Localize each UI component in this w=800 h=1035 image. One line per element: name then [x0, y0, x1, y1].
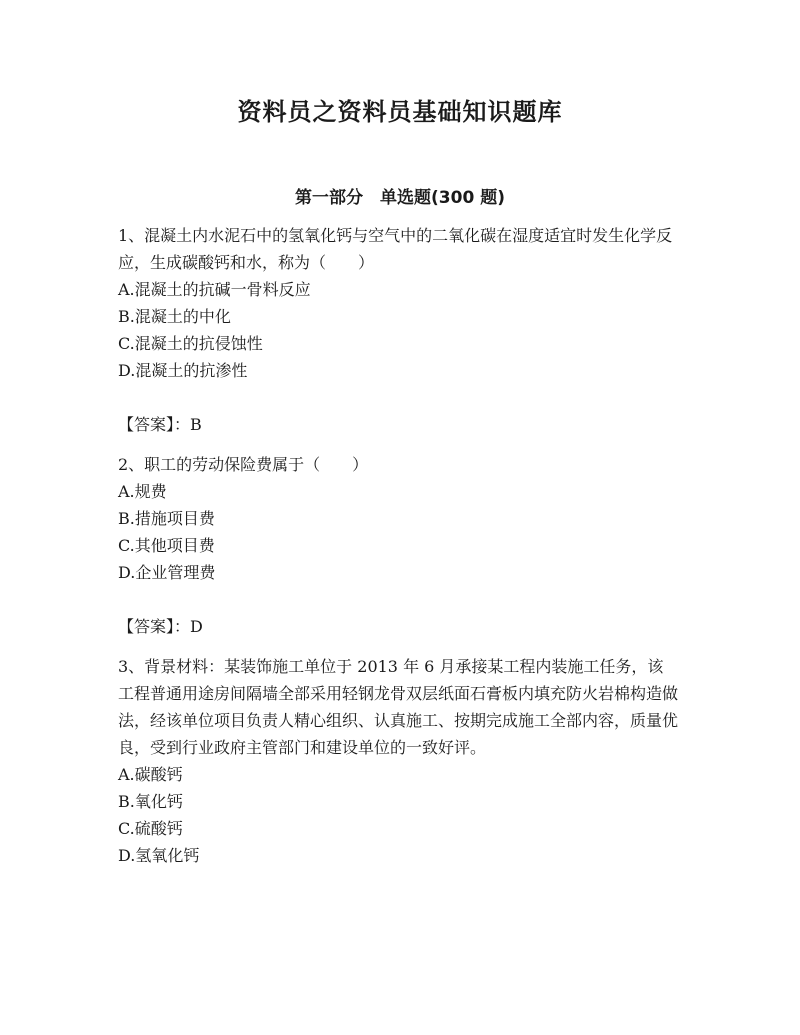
option-d: D.企业管理费: [118, 563, 216, 582]
question-stem: 1、混凝土内水泥石中的氢氧化钙与空气中的二氧化碳在湿度适宜时发生化学反应，生成碳酸钙和水，称为（ ）: [118, 226, 673, 272]
option-a: A.碳酸钙: [118, 765, 183, 784]
question-block: [118, 653, 678, 869]
question-block: [118, 222, 678, 438]
question-stem: 2、职工的劳动保险费属于（ ）: [118, 455, 369, 474]
question-stem: 3、背景材料：某装饰施工单位于 2013 年 6 月承接某工程内装施工任务，该工程普通用途房间隔墙全部采用轻钢龙骨双层纸面石膏板内填充防火岩棉构造做法，经该单位项目负责人精心组织、认真施工、按期完成施工全部内容，质量优良，受到行业政府主管部门和建设单位的一致好评。: [118, 657, 679, 757]
option-a: A.规费: [118, 482, 167, 501]
page-title: 资料员之资料员基础知识题库: [237, 98, 563, 126]
option-c: C.混凝土的抗侵蚀性: [118, 334, 263, 353]
answer-line: 【答案】：D: [118, 617, 203, 636]
question-block: [118, 451, 678, 640]
question-list: [118, 222, 678, 869]
option-d: D.混凝土的抗渗性: [118, 361, 248, 380]
section-heading: 第一部分 单选题(300 题): [295, 188, 505, 208]
option-b: B.措施项目费: [118, 509, 215, 528]
option-a: A.混凝土的抗碱一骨料反应: [118, 280, 311, 299]
option-b: B.氧化钙: [118, 792, 183, 811]
option-b: B.混凝土的中化: [118, 307, 231, 326]
option-c: C.其他项目费: [118, 536, 215, 555]
option-d: D.氢氧化钙: [118, 846, 200, 865]
option-c: C.硫酸钙: [118, 819, 183, 838]
answer-line: 【答案】：B: [118, 415, 202, 434]
